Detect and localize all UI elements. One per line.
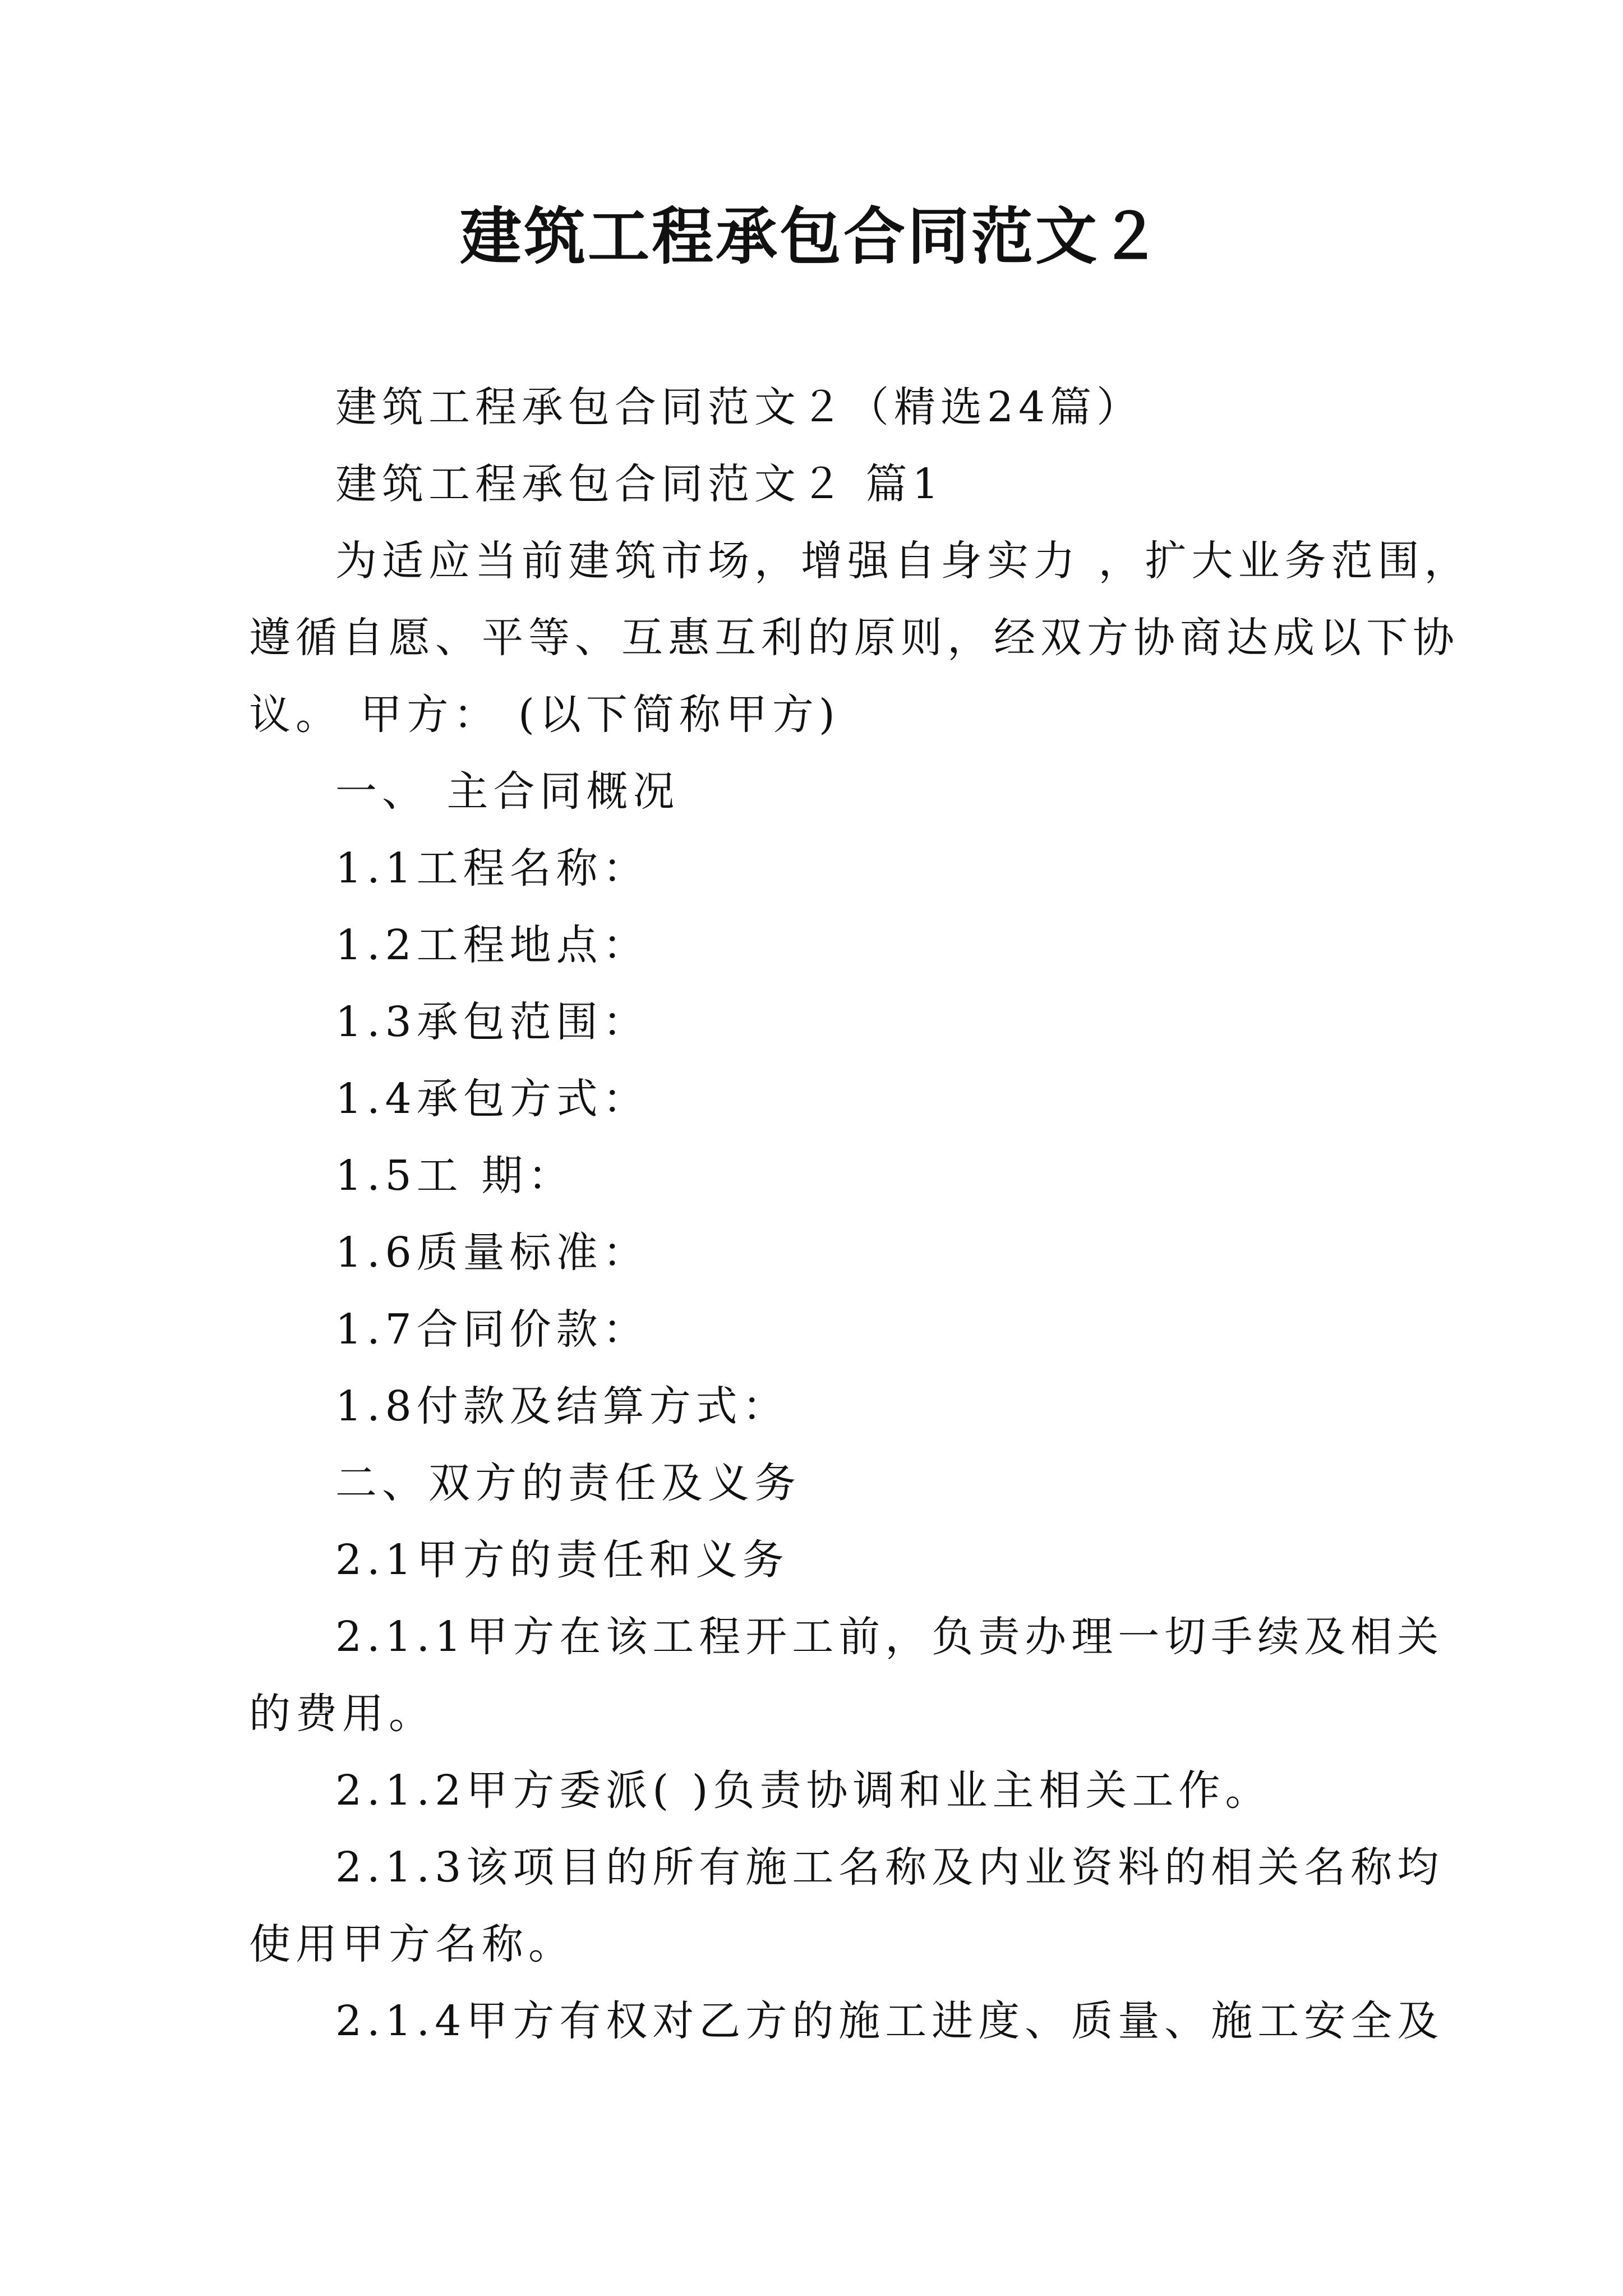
clause-line: 2.1.1甲方在该工程开工前，负责办理一切手续及相关: [335, 1613, 1444, 1661]
section-heading-line: 建筑工程承包合同范文２ 篇1: [335, 460, 944, 508]
paragraph-line: 遵循自愿、平等、互惠互利的原则，经双方协商达成以下协: [249, 614, 1459, 662]
clause-line: 1.7合同价款：: [335, 1305, 649, 1354]
clause-line: 1.4承包方式：: [335, 1075, 649, 1123]
clause-line: 使用甲方名称。: [249, 1920, 575, 1968]
document-title: 建筑工程承包合同范文２: [460, 200, 1163, 273]
clause-line: 1.6质量标准：: [335, 1228, 649, 1277]
clause-line: 2.1.3该项目的所有施工名称及内业资料的相关名称均: [335, 1843, 1444, 1892]
chapter-heading-line: 二、双方的责任及义务: [335, 1459, 801, 1507]
clause-line: 1.2工程地点：: [335, 921, 649, 969]
clause-line: 的费用。: [249, 1690, 435, 1738]
clause-line: 1.1工程名称：: [335, 844, 649, 892]
clause-line: 1.3承包范围：: [335, 998, 649, 1046]
clause-line: 1.5工 期：: [335, 1152, 575, 1200]
paragraph-line: 议。 甲方： (以下简称甲方): [249, 691, 840, 739]
clause-line: 2.1.4甲方有权对乙方的施工进度、质量、施工安全及: [335, 1997, 1444, 2045]
paragraph-line: 为适应当前建筑市场，增强自身实力 ，扩大业务范围，: [335, 537, 1471, 585]
chapter-heading-line: 一、 主合同概况: [335, 767, 680, 816]
subtitle-line: 建筑工程承包合同范文２（精选24篇）: [335, 383, 1144, 431]
clause-line: 2.1甲方的责任和义务: [335, 1536, 789, 1584]
clause-line: 2.1.2甲方委派( )负责协调和业主相关工作。: [335, 1766, 1272, 1815]
clause-line: 1.8付款及结算方式：: [335, 1382, 789, 1430]
